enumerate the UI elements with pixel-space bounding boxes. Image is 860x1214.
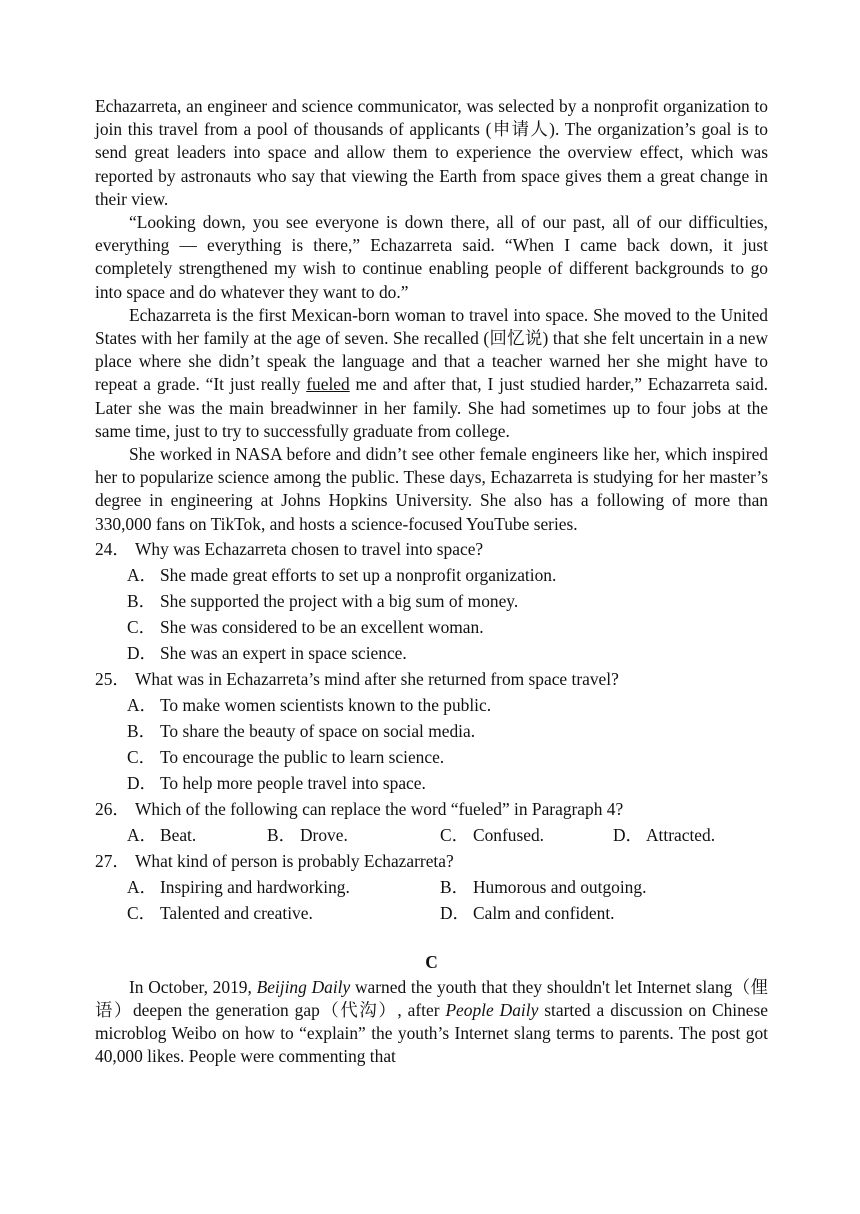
option-b: B． She supported the project with a big sum of money. <box>127 590 519 611</box>
question-27 <box>95 848 768 926</box>
option-b: B． Drove. <box>267 824 348 845</box>
options-row-2 <box>95 900 768 926</box>
options-row-1 <box>95 874 768 900</box>
option-b: B． Humorous and outgoing. <box>440 876 647 897</box>
passage-b-paragraph-1: Echazarreta, an engineer and science communicator, was selected by a nonprofit organization to join this travel from a pool of thousands of applicants (申请人). The organization’s goal is to send great leaders into space and allow them to experience the overview effect, which was reported by astronauts who say that viewing the Earth from space gives them a great change in their view. <box>95 96 768 209</box>
question-26 <box>95 796 768 848</box>
option-c: C． Talented and creative. <box>127 902 313 923</box>
question-text: What kind of person is probably Echazarreta? <box>135 850 454 871</box>
option-a: A． Beat. <box>127 824 197 845</box>
option-c: C． To encourage the public to learn science. <box>127 746 445 767</box>
option-d: D． Attracted. <box>613 824 716 845</box>
passage-b-paragraph-3 <box>95 304 768 443</box>
passage-c-paragraph-1: In October, 2019, Beijing Daily warned the youth that they shouldn't let Internet slang（俚语）deepen the generation gap（代沟）, after People Daily started a discussion on Chinese microblog Weibo on how to “explain” the youth’s Internet slang terms to parents. The post got 40,000 likes. People were commenting that <box>95 976 768 1067</box>
newspaper-name-people-daily: People Daily <box>445 1000 539 1021</box>
question-stem <box>95 848 768 874</box>
question-number: 26． <box>95 798 130 819</box>
question-24 <box>95 536 768 666</box>
underlined-word-fueled: fueled <box>306 374 350 395</box>
question-25 <box>95 666 768 796</box>
option-d: D． Calm and confident. <box>440 902 615 923</box>
paragraph-3-text-before: Echazarreta is the first Mexican-born woman to travel into space. She moved to the United States with her family at the age of seven. She recalled (回忆说) that she felt uncertain in a new place where she didn’t speak the language and that a teacher warned her she might have to repeat a grade. “It just really <box>95 304 768 395</box>
question-text: Why was Echazarreta chosen to travel into space? <box>135 538 484 559</box>
option-a: A． To make women scientists known to the public. <box>127 694 492 715</box>
passage-b-paragraph-2: “Looking down, you see everyone is down there, all of our past, all of our difficulties, everything — everything is there,” Echazarreta said. “When I came back down, it just completely strengthened my wish to continue enabling people of different backgrounds to go into space and do whatever they want to do.” <box>95 212 768 302</box>
question-number: 25． <box>95 668 130 689</box>
paragraph-3-text-after: me and after that, I just studied harder,” Echazarreta said. Later she was the main breadwinner in her family. She had sometimes up to four jobs at the same time, just to try to successfully graduate from college. <box>95 374 768 441</box>
option-a: A． Inspiring and hardworking. <box>127 876 350 897</box>
question-text: What was in Echazarreta’s mind after she returned from space travel? <box>135 668 619 689</box>
option-d: D． She was an expert in space science. <box>127 642 407 663</box>
newspaper-name-beijing-daily: Beijing Daily <box>256 976 351 997</box>
option-a: A． She made great efforts to set up a nonprofit organization. <box>127 564 557 585</box>
options-row <box>95 822 768 848</box>
question-number: 24． <box>95 538 130 559</box>
exam-page <box>95 95 768 1069</box>
section-title-c: C <box>425 951 438 972</box>
question-stem <box>95 796 768 822</box>
option-b: B． To share the beauty of space on social media. <box>127 720 476 741</box>
question-number: 27． <box>95 850 130 871</box>
option-d: D． To help more people travel into space. <box>127 772 426 793</box>
question-text: Which of the following can replace the word “fueled” in Paragraph 4? <box>135 798 624 819</box>
question-stem <box>95 666 768 692</box>
question-stem <box>95 536 768 562</box>
option-c: C． Confused. <box>440 824 545 845</box>
option-c: C． She was considered to be an excellent woman. <box>127 616 484 637</box>
passage-b-paragraph-4: She worked in NASA before and didn’t see other female engineers like her, which inspired her to popularize science among the public. These days, Echazarreta is studying for her master’s degree in engineering at Johns Hopkins University. She also has a following of more than 330,000 fans on TikTok, and hosts a science-focused YouTube series. <box>95 444 768 534</box>
